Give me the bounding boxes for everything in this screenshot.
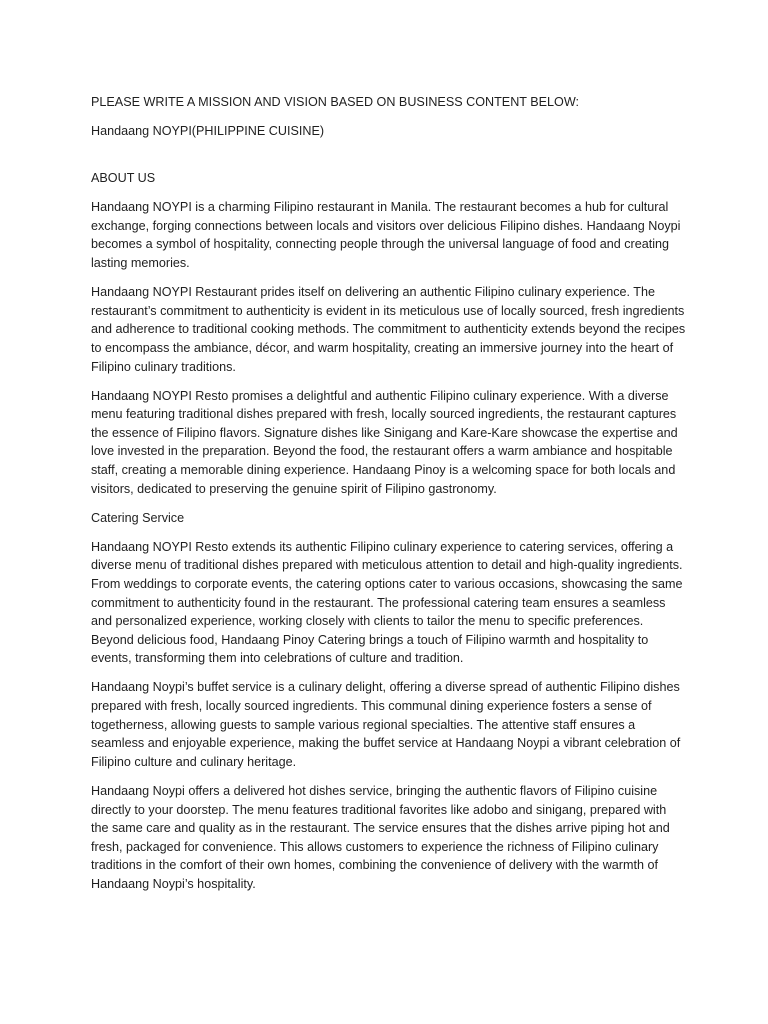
about-heading: ABOUT US [91, 171, 156, 186]
catering-heading: Catering Service [91, 510, 185, 525]
delivery-paragraph: Handaang Noypi offers a delivered hot dishes service, bringing the authentic flavors of Filipino cuisine directly to your doorstep. The menu features traditional favorites like adobo and sinigang, prepared with the same care and quality as in the restaurant. The service ensures that the dishes arrive piping hot and fresh, packaged for convenience. This allows customers to experience the richness of Filipino culinary traditions in the comfort of their own homes, combining the convenience of delivery with the warmth of Handaang Noypi’s hospitality. [91, 783, 670, 891]
business-name: Handaang NOYPI(PHILIPPINE CUISINE) [91, 124, 325, 139]
catering-paragraph-1: Handaang NOYPI Resto extends its authentic Filipino culinary experience to catering services, offering a diverse menu of traditional dishes prepared with meticulous attention to detail and high-quality ingredients. From weddings to corporate events, the catering options cater to various occasions, showcasing the same commitment to authenticity found in the restaurant. The professional catering team ensures a seamless and personalized experience, working closely with clients to tailor the menu to specific preferences. Beyond delicious food, Handaang Pinoy Catering brings a touch of Filipino warmth and hospitality to events, transforming them into celebrations of culture and tradition. [91, 539, 683, 666]
buffet-paragraph: Handaang Noypi’s buffet service is a culinary delight, offering a diverse spread of authentic Filipino dishes prepared with fresh, locally sourced ingredients. This communal dining experience fosters a sense of togetherness, allowing guests to sample various regional specialties. The attentive staff ensures a seamless and enjoyable experience, making the buffet service at Handaang Noypi a vibrant celebration of Filipino culture and culinary heritage. [91, 680, 681, 769]
about-paragraph-1: Handaang NOYPI is a charming Filipino restaurant in Manila. The restaurant becomes a hub for cultural exchange, forging connections between locals and visitors over delicious Filipino dishes. Handaang Noypi becomes a symbol of hospitality, connecting people through the universal language of food and creating lasting memories. [91, 200, 681, 271]
instruction-line: PLEASE WRITE A MISSION AND VISION BASED ON BUSINESS CONTENT BELOW: [91, 95, 580, 109]
about-paragraph-2: Handaang NOYPI Restaurant prides itself on delivering an authentic Filipino culinary experience. The restaurant’s commitment to authenticity is evident in its meticulous use of locally sourced, fresh ingredients and adherence to traditional cooking methods. The commitment to authenticity extends beyond the recipes to encompass the ambiance, décor, and warm hospitality, creating an immersive journey into the heart of Filipino culinary traditions. [91, 285, 686, 374]
document-page [91, 93, 687, 904]
blank-line [91, 151, 687, 169]
about-paragraph-3: Handaang NOYPI Resto promises a delightful and authentic Filipino culinary experience. With a diverse menu featuring traditional dishes prepared with fresh, locally sourced ingredients, the restaurant captures the essence of Filipino flavors. Signature dishes like Sinigang and Kare-Kare showcase the expertise and love invested in the preparation. Beyond the food, the restaurant offers a warm ambiance and hospitable staff, creating a memorable dining experience. Handaang Pinoy is a welcoming space for both locals and visitors, dedicated to preserving the genuine spirit of Filipino gastronomy. [91, 388, 678, 496]
